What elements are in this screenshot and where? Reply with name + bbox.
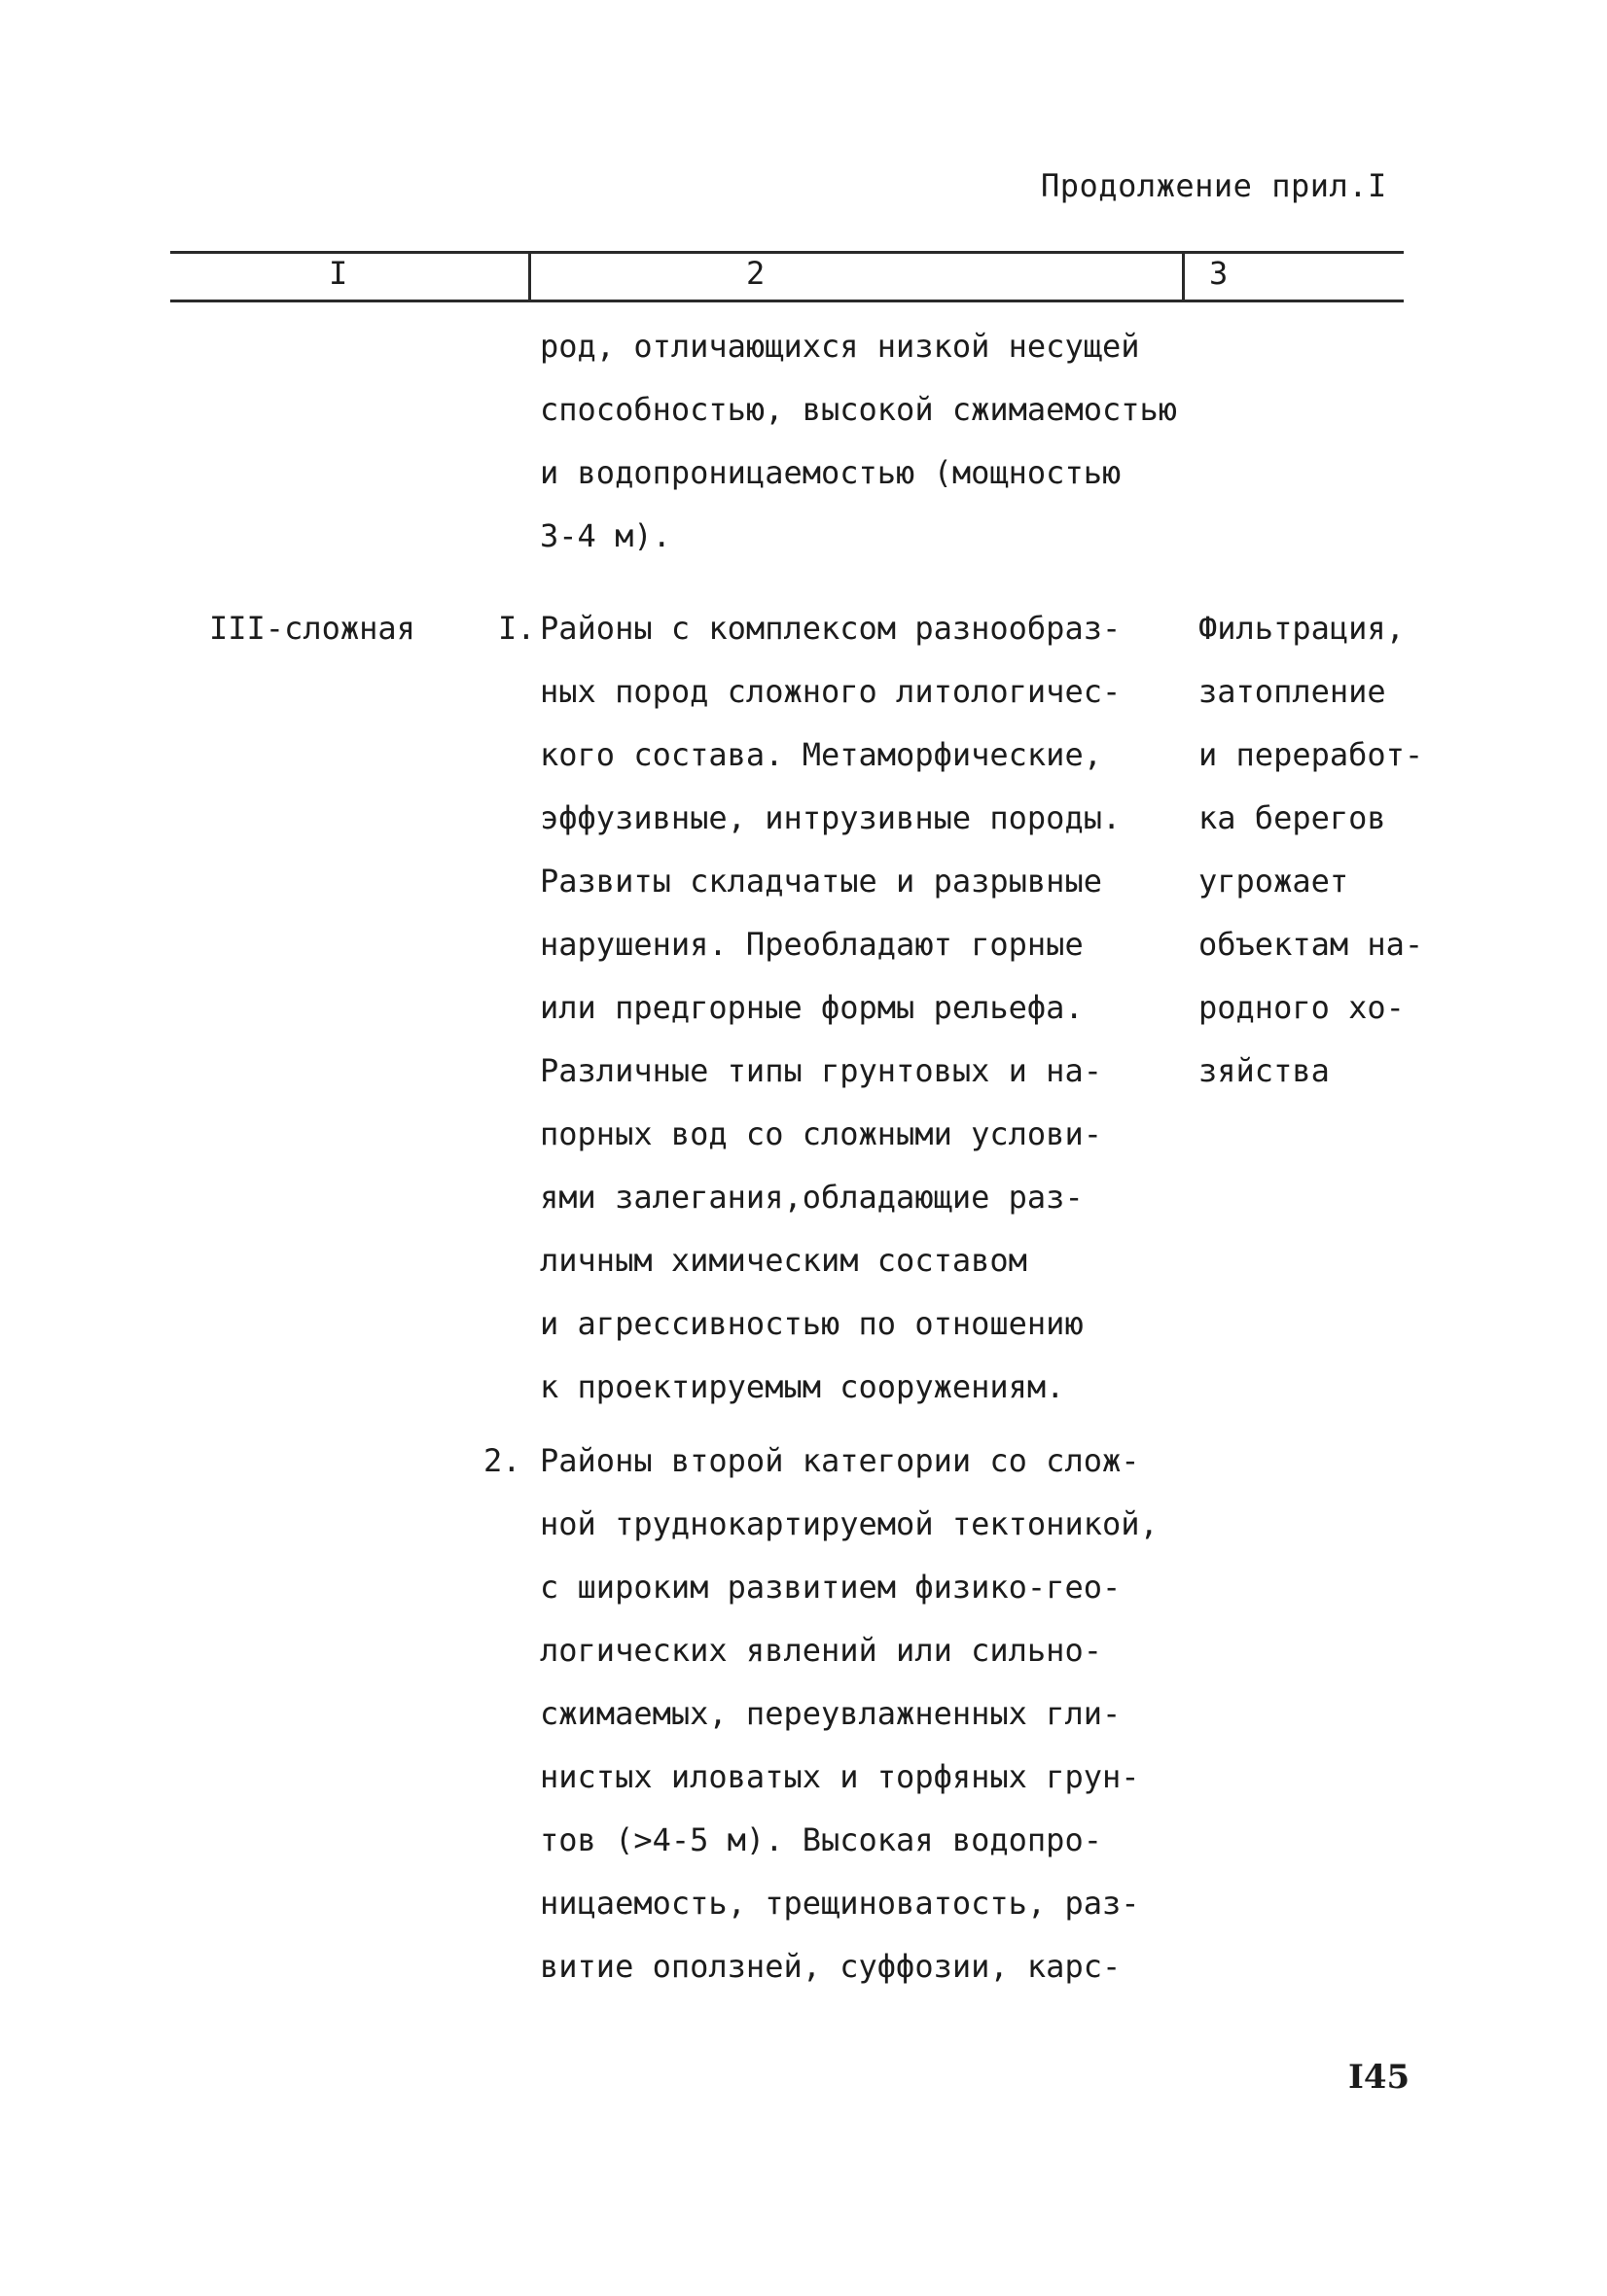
item-2-text <box>540 1430 1159 1998</box>
table-top-rule <box>170 251 1404 254</box>
text-line: кого состава. Метаморфические, <box>540 736 1102 773</box>
column-separator-1 <box>528 253 531 300</box>
text-line: затопление <box>1198 673 1386 710</box>
text-line: зяйства <box>1198 1052 1330 1089</box>
text-line: ной труднокартируемой тектоникой, <box>540 1505 1159 1542</box>
text-line: нарушения. Преобладают горные <box>540 926 1084 963</box>
text-line: с широким развитием физико-гео- <box>540 1569 1122 1606</box>
text-line: или предгорные формы рельефа. <box>540 989 1084 1026</box>
text-line: Районы второй категории со слож- <box>540 1442 1140 1479</box>
text-line: ницаемость, трещиноватость, раз- <box>540 1885 1140 1922</box>
text-line: порных вод со сложными услови- <box>540 1115 1102 1152</box>
text-line: объектам на- <box>1198 926 1424 963</box>
text-line: и водопроницаемостью (мощностью <box>540 454 1122 491</box>
text-line: и агрессивностью по отношению <box>540 1305 1084 1342</box>
consequences-column <box>1198 597 1423 1103</box>
continuation-header: Продолжение прил.I <box>1041 167 1387 204</box>
table-header-bottom-rule <box>170 300 1404 302</box>
text-line: ка берегов <box>1198 799 1386 836</box>
item-2-marker: 2. <box>483 1442 521 1479</box>
text-line: нистых иловатых и торфяных грун- <box>540 1758 1140 1795</box>
column-number-3: 3 <box>1209 255 1229 292</box>
item-1-text <box>540 597 1121 1419</box>
column-number-2: 2 <box>746 255 766 292</box>
text-line: тов (>4-5 м). Высокая водопро- <box>540 1821 1102 1858</box>
text-line: способностью, высокой сжимаемостью <box>540 391 1178 428</box>
continuation-text <box>540 315 1177 568</box>
text-line: Развиты складчатые и разрывные <box>540 863 1102 900</box>
text-line: родного хо- <box>1198 989 1405 1026</box>
column-separator-2 <box>1182 253 1185 300</box>
text-line: род, отличающихся низкой несущей <box>540 328 1140 365</box>
text-line: эффузивные, интрузивные породы. <box>540 799 1122 836</box>
text-line: сжимаемых, переувлажненных гли- <box>540 1695 1122 1732</box>
text-line: личным химическим составом <box>540 1242 1027 1279</box>
text-line: Фильтрация, <box>1198 610 1405 647</box>
text-line: витие оползней, суффозии, карс- <box>540 1948 1122 1985</box>
text-line: ями залегания,обладающие раз- <box>540 1179 1084 1216</box>
column-number-1: I <box>329 255 348 292</box>
text-line: угрожает <box>1198 863 1349 900</box>
text-line: к проектируемым сооружениям. <box>540 1368 1065 1405</box>
text-line: Различные типы грунтовых и на- <box>540 1052 1102 1089</box>
text-line: и переработ- <box>1198 736 1424 773</box>
text-line: 3-4 м). <box>540 517 671 554</box>
text-line: Районы с комплексом разнообраз- <box>540 610 1122 647</box>
text-line: ных пород сложного литологичес- <box>540 673 1122 710</box>
complexity-category: III-сложная <box>209 610 415 647</box>
page-number: I45 <box>1348 2058 1411 2097</box>
text-line: логических явлений или сильно- <box>540 1632 1102 1669</box>
item-1-marker: I. <box>498 610 536 647</box>
